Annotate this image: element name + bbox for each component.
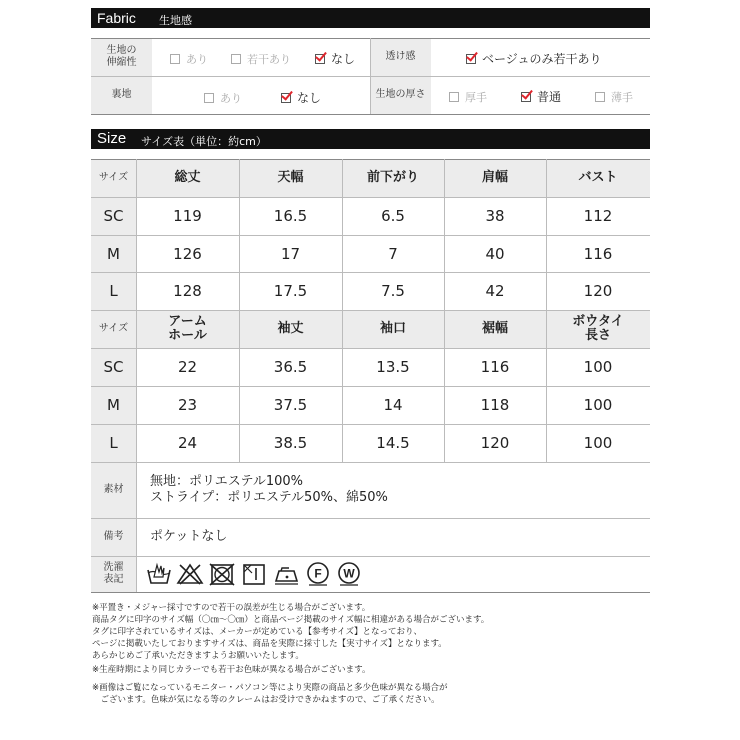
note-line: あらかじめご了承いただきますようお願いいたします。 [92, 651, 304, 661]
stretch-label: 生地の 伸縮性 [106, 44, 137, 68]
table-cell: 120 [583, 282, 613, 300]
note-line: ※画像はご覧になっているモニター・パソコン等により実際の商品と多少色味が異なる場合が [92, 683, 448, 693]
lining-label: 裏地 [111, 88, 132, 100]
table-cell: 7.5 [381, 282, 405, 300]
dry-clean-letter: F [314, 566, 322, 581]
table-cell: 14.5 [376, 434, 410, 452]
row-size-label: L [109, 282, 118, 300]
table2-corner: サイズ [98, 322, 129, 334]
note-line: ※生産時期により同じカラーでも若干お色味が異なる場合がございます。 [92, 665, 371, 675]
wet-clean-w-icon [336, 561, 362, 587]
checkbox-icon [595, 92, 605, 102]
note-line: ございます。色味が気になる等のクレームはお受けできかねますので、ご了承ください。 [92, 695, 440, 705]
table-cell: 112 [583, 207, 613, 225]
table-cell: 17.5 [273, 282, 308, 300]
checked-checkbox-icon [281, 93, 291, 103]
table-cell: 13.5 [376, 358, 410, 376]
table1-header-bust: バスト [578, 170, 618, 186]
size-subtitle: サイズ表（単位：約cm） [141, 135, 267, 148]
row-size-label: L [109, 434, 118, 452]
stretch-option-yes[interactable]: あり [170, 51, 208, 67]
dry-clean-f-icon [305, 561, 331, 587]
sheer-label: 透け感 [385, 50, 416, 62]
thickness-option-thin[interactable]: 薄手 [595, 89, 633, 105]
material-line-stripe: ストライプ：ポリエステル50%、綿50% [150, 490, 388, 505]
table-cell: 126 [173, 244, 202, 263]
thickness-label: 生地の厚さ [375, 88, 426, 100]
checked-checkbox-icon [521, 92, 531, 102]
material-line-plain: 無地：ポリエステル100% [150, 474, 303, 489]
no-bleach-icon [176, 561, 204, 587]
note-line: 商品タグに印字のサイズ幅（〇㎝〜〇㎝）と商品ページ掲載のサイズ幅に相違がある場合がございます。 [92, 615, 490, 625]
checkbox-icon [449, 92, 459, 102]
table1-header-shoulder: 肩幅 [481, 170, 508, 186]
table-cell: 118 [480, 396, 510, 414]
row-size-label: SC [103, 207, 124, 225]
lining-option-yes[interactable]: あり [204, 90, 242, 106]
material-label: 素材 [103, 483, 124, 495]
stretch-option-slight[interactable]: 若干あり [231, 51, 291, 67]
table-cell: 36.5 [273, 358, 308, 376]
remarks-text: ポケットなし [150, 529, 228, 544]
fabric-subtitle: 生地感 [159, 14, 192, 27]
checkbox-icon [231, 54, 241, 64]
table1-header-length: 総丈 [174, 170, 201, 186]
table2-header-sleeve-length: 袖丈 [277, 321, 304, 337]
table-cell: 6.5 [381, 207, 405, 225]
checked-checkbox-icon [315, 54, 325, 64]
table2-header-cuff: 袖口 [379, 321, 406, 337]
table2-header-hem-width: 裾幅 [481, 321, 508, 337]
checkbox-icon [204, 93, 214, 103]
table1-corner: サイズ [98, 171, 129, 183]
table-cell: 100 [583, 434, 613, 452]
row-size-label: M [107, 396, 120, 414]
table-cell: 16.5 [273, 207, 308, 225]
size-header-bar [91, 129, 650, 149]
iron-low-icon [272, 561, 300, 587]
table-cell: 116 [583, 244, 613, 263]
fabric-header-bar [91, 8, 650, 28]
stretch-option-none[interactable]: なし [315, 50, 355, 67]
table-cell: 7 [388, 244, 398, 263]
table-cell: 38 [485, 207, 505, 225]
no-tumble-dry-icon [208, 561, 236, 587]
thickness-option-normal[interactable]: 普通 [521, 88, 561, 105]
table-cell: 17 [280, 244, 301, 263]
line-dry-shade-icon [242, 561, 266, 587]
wet-clean-letter: W [343, 566, 355, 581]
table-cell: 40 [485, 244, 505, 263]
row-size-label: SC [103, 358, 124, 376]
lining-option-none[interactable]: なし [281, 89, 321, 106]
table-cell: 37.5 [273, 396, 308, 414]
table-cell: 23 [177, 396, 198, 414]
table-cell: 24 [177, 434, 198, 452]
table2-header-armhole: アーム ホール [168, 314, 207, 343]
size-title: Size [97, 130, 127, 147]
table1-header-neck-width: 天幅 [277, 170, 304, 186]
table-cell: 42 [485, 282, 505, 300]
fabric-title: Fabric [97, 10, 136, 26]
note-line: ※平置き・メジャー採寸ですので若干の誤差が生じる場合がございます。 [92, 603, 371, 613]
table2-header-bowtie-length: ボウタイ 長さ [572, 314, 624, 343]
table-cell: 120 [480, 434, 510, 452]
table-cell: 100 [583, 396, 613, 414]
table-cell: 128 [173, 282, 202, 300]
note-line: タグに印字されているサイズは、メーカーが定めている【参考サイズ】となっており、 [92, 627, 422, 637]
table-cell: 38.5 [273, 434, 308, 452]
table1-header-front-drop: 前下がり [366, 170, 419, 186]
remarks-label: 備考 [103, 530, 124, 542]
thickness-option-thick[interactable]: 厚手 [449, 89, 487, 105]
material-text [150, 474, 388, 506]
table-cell: 116 [480, 358, 510, 376]
note-line: ページに掲載いたしておりますサイズは、商品を実際に採寸した【実寸サイズ】となります。 [92, 639, 447, 649]
hand-wash-icon [146, 561, 172, 587]
table-cell: 100 [583, 358, 613, 376]
table-cell: 14 [383, 396, 403, 414]
checked-checkbox-icon [466, 54, 476, 64]
checkbox-icon [170, 54, 180, 64]
sheer-option-beige[interactable]: ベージュのみ若干あり [466, 50, 602, 67]
care-label: 洗濯 表記 [103, 561, 124, 585]
row-size-label: M [107, 244, 120, 263]
table-cell: 119 [173, 207, 202, 225]
table-cell: 22 [177, 358, 198, 376]
